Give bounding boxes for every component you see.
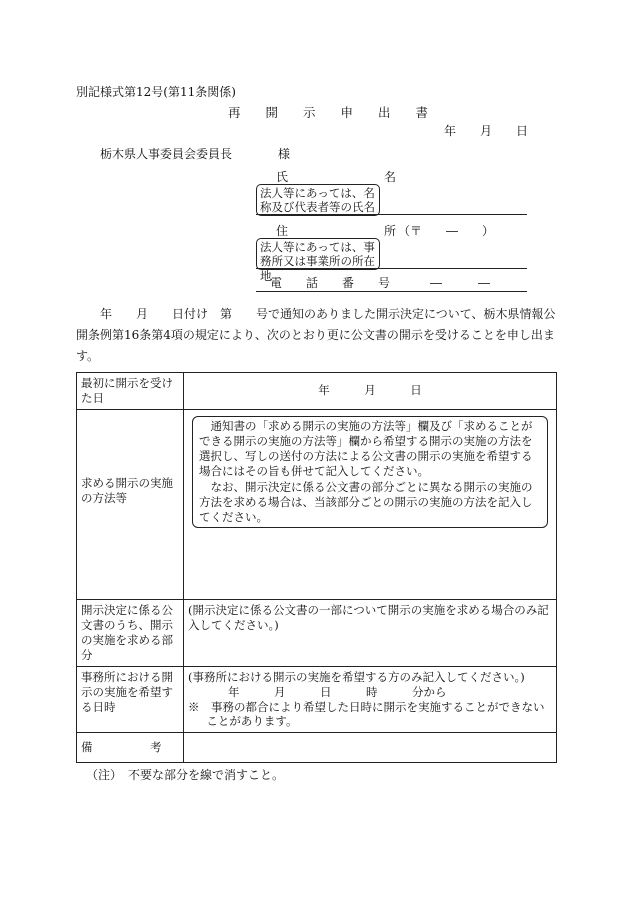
first-disclosure-date-label: 最初に開示を受けた日: [77, 373, 184, 410]
preferred-datetime-format: 年 月 日 時 分から: [228, 684, 447, 699]
instruction-para-2: なお、開示決定に係る公文書の部分ごとに異なる開示の実施の方法を求める場合は、当該部分ごとの開示の実施の方法を記入してください。: [199, 479, 533, 524]
date-line: 年 月 日: [444, 124, 529, 138]
disclosure-method-label: 求める開示の実施の方法等: [77, 409, 184, 599]
table-row: [77, 373, 557, 410]
name-note-bracket: [256, 184, 380, 216]
requested-part-label: 開示決定に係る公文書のうち、開示の実施を求める部分: [77, 599, 184, 666]
address-label: 住 所: [276, 224, 397, 238]
form-number: 別記様式第12号(第11条関係): [76, 85, 236, 99]
address-underline: [256, 268, 527, 269]
remarks-label: 備 考: [77, 733, 184, 763]
request-table: [76, 372, 557, 763]
disclosure-method-instructions: [192, 416, 548, 528]
address-note-bracket: [256, 238, 380, 283]
preferred-datetime-label: 事務所における開示の実施を希望する日時: [77, 666, 184, 733]
disclosure-method-cell[interactable]: [184, 409, 557, 599]
name-note: 法人等にあっては、名称及び代表者等の氏名: [260, 186, 375, 215]
postal-code: （〒 ― ）: [398, 224, 495, 238]
name-underline: [256, 214, 527, 215]
page-title: 再 開 示 申 出 書: [228, 105, 429, 120]
requested-part-value[interactable]: (開示決定に係る公文書の一部について開示の実施を求める場合のみ記入してください。): [184, 599, 557, 666]
footer-note: （注） 不要な部分を線で消すこと。: [86, 768, 285, 782]
preferred-datetime-note: ※ 事務の都合により希望した日時に開示を実施することができないことがあります。: [188, 699, 545, 729]
table-row: [77, 733, 557, 763]
request-statement: 年 月 日付け 第 号で通知のありました開示決定について、栃木県情報公開条例第16条第4項の規定により、次のとおり更に公文書の開示を受けることを申し出ます。: [76, 307, 556, 363]
addressee: 栃木県人事委員会委員長: [100, 147, 233, 161]
phone-label: 電 話 番 号: [270, 276, 391, 290]
address-note: 法人等にあっては、事務所又は事業所の所在地: [260, 240, 375, 283]
phone-format: ― ―: [430, 276, 491, 290]
name-label: 氏 名: [276, 170, 397, 184]
remarks-value[interactable]: [184, 733, 557, 763]
honorific: 様: [278, 147, 291, 161]
table-row: [77, 599, 557, 666]
phone-underline: [256, 291, 527, 292]
table-row: [77, 409, 557, 599]
first-disclosure-date-value[interactable]: 年 月 日: [184, 373, 557, 410]
preferred-datetime-instruction: (事務所における開示の実施を希望する方のみ記入してください。): [188, 669, 525, 684]
instruction-para-1: 通知書の「求める開示の実施の方法等」欄及び「求めることができる開示の実施の方法等」欄から希望する開示の実施の方法を選択し、写しの送付の方法による公文書の開示の実施を希望する場合にはその旨も併せて記入してください。: [199, 418, 533, 479]
preferred-datetime-cell[interactable]: [184, 666, 557, 733]
table-row: [77, 666, 557, 733]
